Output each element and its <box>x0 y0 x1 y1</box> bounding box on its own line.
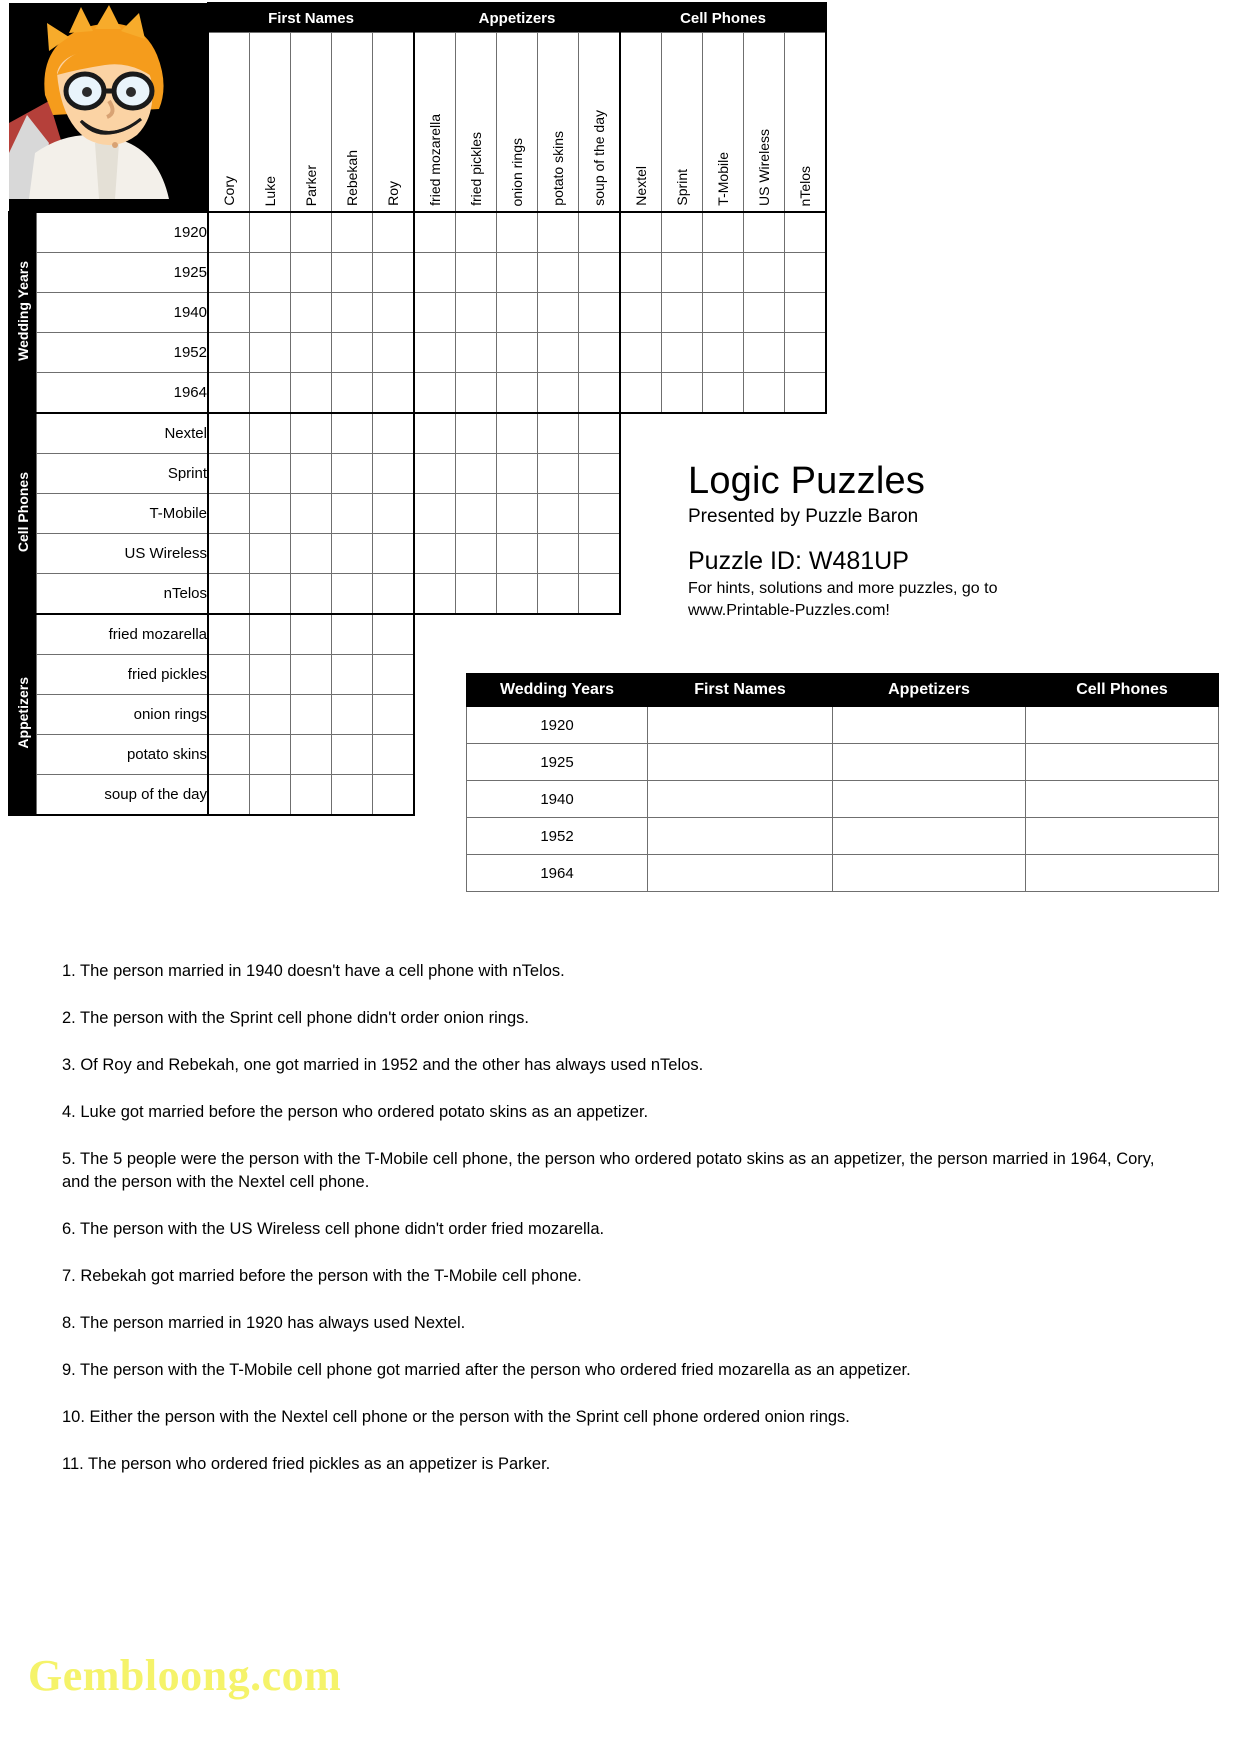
row-label-ntelos: nTelos <box>37 574 209 615</box>
grid-cell[interactable] <box>579 534 621 574</box>
grid-cell[interactable] <box>662 373 703 414</box>
clue-item: 8. The person married in 1920 has always used Nextel. <box>62 1314 466 1332</box>
grid-cell[interactable] <box>291 454 332 494</box>
col-label-text: Cory <box>221 176 237 206</box>
grid-cell[interactable] <box>208 212 250 253</box>
grid-cell[interactable] <box>456 413 497 454</box>
answer-name-input[interactable] <box>648 818 833 855</box>
row-category-label: Cell Phones <box>15 471 31 553</box>
grid-cell[interactable] <box>250 614 291 655</box>
grid-cell[interactable] <box>414 413 456 454</box>
grid-cell[interactable] <box>497 413 538 454</box>
table-row <box>467 744 1219 781</box>
mascot-svg <box>9 3 205 199</box>
answer-year: 1952 <box>467 818 648 855</box>
grid-cell[interactable] <box>620 212 662 253</box>
grid-cell[interactable] <box>250 454 291 494</box>
grid-cell[interactable] <box>456 574 497 615</box>
answer-appetizer-input[interactable] <box>833 855 1026 892</box>
answer-year: 1940 <box>467 781 648 818</box>
grid-cell[interactable] <box>579 333 621 373</box>
col-label-onion-rings <box>497 33 538 213</box>
answer-header-first-names: First Names <box>648 674 833 707</box>
grid-cell[interactable] <box>208 413 250 454</box>
answer-header-appetizers: Appetizers <box>833 674 1026 707</box>
row-label-1920: 1920 <box>37 212 209 253</box>
grid-category-header-row <box>9 3 826 33</box>
row-label-nextel: Nextel <box>37 413 209 454</box>
table-row <box>467 781 1219 818</box>
col-label-luke <box>250 33 291 213</box>
grid-cell[interactable] <box>497 494 538 534</box>
grid-row <box>9 212 826 253</box>
grid-row <box>9 373 826 414</box>
grid-cell[interactable] <box>538 253 579 293</box>
grid-cell[interactable] <box>456 253 497 293</box>
grid-cell[interactable] <box>332 454 373 494</box>
col-label-nextel <box>620 33 662 213</box>
row-label-1952: 1952 <box>37 333 209 373</box>
title-block <box>688 458 1208 622</box>
grid-cell[interactable] <box>497 574 538 615</box>
grid-cell[interactable] <box>785 253 827 293</box>
grid-cell[interactable] <box>332 373 373 414</box>
grid-cell[interactable] <box>332 534 373 574</box>
row-category-wedding-years <box>9 212 37 413</box>
grid-row <box>9 413 826 454</box>
table-row <box>467 855 1219 892</box>
col-label-text: Sprint <box>674 169 690 206</box>
grid-cell[interactable] <box>291 574 332 615</box>
answer-name-input[interactable] <box>648 781 833 818</box>
answer-phone-input[interactable] <box>1026 744 1219 781</box>
grid-cell[interactable] <box>579 212 621 253</box>
row-category-label: Appetizers <box>15 677 31 749</box>
clue-item: 5. The 5 people were the person with the T-Mobile cell phone, the person who ordered potato skins as an appetizer, the person married in 1964, Cory, and the person with the Nextel cell phone. <box>62 1150 1155 1191</box>
watermark: Gembloong.com <box>28 1651 342 1700</box>
grid-cell[interactable] <box>456 494 497 534</box>
grid-cell[interactable] <box>703 212 744 253</box>
grid-cell[interactable] <box>703 253 744 293</box>
grid-cell[interactable] <box>332 574 373 615</box>
grid-cell[interactable] <box>373 494 415 534</box>
grid-cell[interactable] <box>291 534 332 574</box>
grid-cell[interactable] <box>250 534 291 574</box>
answer-header-wedding-years: Wedding Years <box>467 674 648 707</box>
grid-cell[interactable] <box>744 293 785 333</box>
col-label-text: fried pickles <box>468 132 484 206</box>
answer-year: 1925 <box>467 744 648 781</box>
puzzle-baron-logo <box>9 3 208 212</box>
answer-appetizer-input[interactable] <box>833 744 1026 781</box>
grid-cell[interactable] <box>579 373 621 414</box>
col-label-text: nTelos <box>797 165 813 206</box>
grid-cell[interactable] <box>662 333 703 373</box>
grid-cell[interactable] <box>291 775 332 816</box>
clue-item: 10. Either the person with the Nextel cell phone or the person with the Sprint cell phone ordered onion rings. <box>62 1408 850 1426</box>
grid-cell[interactable] <box>620 333 662 373</box>
col-label-fried-pickles <box>456 33 497 213</box>
grid-cell[interactable] <box>373 413 415 454</box>
grid-cell[interactable] <box>250 253 291 293</box>
table-row <box>467 818 1219 855</box>
col-label-rebekah <box>332 33 373 213</box>
col-label-text: T-Mobile <box>715 152 731 206</box>
grid-cell[interactable] <box>332 775 373 816</box>
grid-cell[interactable] <box>456 212 497 253</box>
answer-table <box>466 673 1219 892</box>
grid-cell[interactable] <box>332 735 373 775</box>
grid-cell[interactable] <box>250 293 291 333</box>
grid-cell[interactable] <box>373 454 415 494</box>
grid-cell[interactable] <box>373 655 415 695</box>
grid-cell[interactable] <box>414 373 456 414</box>
row-label-soup-of-the-day: soup of the day <box>37 775 209 816</box>
grid-cell[interactable] <box>744 373 785 414</box>
grid-cell[interactable] <box>414 574 456 615</box>
col-label-text: potato skins <box>550 131 566 206</box>
grid-cell[interactable] <box>291 695 332 735</box>
grid-cell[interactable] <box>579 574 621 615</box>
answer-appetizer-input[interactable] <box>833 707 1026 744</box>
grid-cell[interactable] <box>785 212 827 253</box>
grid-cell[interactable] <box>208 655 250 695</box>
grid-cell[interactable] <box>373 534 415 574</box>
grid-cell[interactable] <box>414 494 456 534</box>
grid-cell[interactable] <box>250 333 291 373</box>
col-label-text: US Wireless <box>756 128 772 206</box>
grid-cell[interactable] <box>291 373 332 414</box>
presented-by: Presented by Puzzle Baron <box>688 506 919 527</box>
row-label-us-wireless: US Wireless <box>37 534 209 574</box>
grid-cell[interactable] <box>703 293 744 333</box>
answer-name-input[interactable] <box>648 707 833 744</box>
row-label-onion-rings: onion rings <box>37 695 209 735</box>
row-category-cell-phones <box>9 413 37 614</box>
grid-cell[interactable] <box>332 695 373 735</box>
answer-phone-input[interactable] <box>1026 781 1219 818</box>
grid-cell[interactable] <box>373 293 415 333</box>
grid-cell[interactable] <box>414 534 456 574</box>
grid-cell[interactable] <box>414 333 456 373</box>
grid-cell[interactable] <box>538 413 579 454</box>
grid-empty-region <box>620 413 826 454</box>
mascot-illustration <box>9 3 205 199</box>
grid-cell[interactable] <box>291 655 332 695</box>
grid-cell[interactable] <box>456 534 497 574</box>
grid-cell[interactable] <box>208 333 250 373</box>
col-label-text: onion rings <box>509 137 525 206</box>
grid-cell[interactable] <box>291 614 332 655</box>
grid-cell[interactable] <box>250 413 291 454</box>
grid-cell[interactable] <box>497 454 538 494</box>
hint-line-1: For hints, solutions and more puzzles, go to <box>688 580 998 597</box>
grid-cell[interactable] <box>373 775 415 816</box>
grid-cell[interactable] <box>414 253 456 293</box>
grid-cell[interactable] <box>456 454 497 494</box>
grid-cell[interactable] <box>497 293 538 333</box>
grid-row <box>9 333 826 373</box>
row-label-fried-pickles: fried pickles <box>37 655 209 695</box>
answer-phone-input[interactable] <box>1026 707 1219 744</box>
clue-item: 3. Of Roy and Rebekah, one got married in 1952 and the other has always used nTelos. <box>62 1056 704 1074</box>
row-label-fried-mozarella: fried mozarella <box>37 614 209 655</box>
answer-header-cell-phones: Cell Phones <box>1026 674 1219 707</box>
answer-appetizer-input[interactable] <box>833 818 1026 855</box>
answer-grid-table <box>466 673 1219 892</box>
grid-cell[interactable] <box>208 534 250 574</box>
grid-row <box>9 293 826 333</box>
grid-cell[interactable] <box>250 655 291 695</box>
clue-item: 6. The person with the US Wireless cell phone didn't order fried mozarella. <box>62 1220 605 1238</box>
grid-cell[interactable] <box>332 655 373 695</box>
grid-cell[interactable] <box>373 735 415 775</box>
grid-cell[interactable] <box>744 212 785 253</box>
col-label-text: soup of the day <box>591 110 607 206</box>
grid-cell[interactable] <box>291 253 332 293</box>
grid-cell[interactable] <box>538 494 579 534</box>
puzzle-id: Puzzle ID: W481UP <box>688 547 909 575</box>
row-label-1964: 1964 <box>37 373 209 414</box>
row-label-t-mobile: T-Mobile <box>37 494 209 534</box>
grid-cell[interactable] <box>332 293 373 333</box>
col-label-fried-mozarella <box>414 33 456 213</box>
row-category-appetizers <box>9 614 37 815</box>
grid-cell[interactable] <box>250 695 291 735</box>
grid-cell[interactable] <box>332 494 373 534</box>
grid-cell[interactable] <box>208 695 250 735</box>
grid-cell[interactable] <box>620 373 662 414</box>
col-label-sprint <box>662 33 703 213</box>
grid-cell[interactable] <box>538 293 579 333</box>
grid-cell[interactable] <box>662 293 703 333</box>
answer-name-input[interactable] <box>648 744 833 781</box>
grid-cell[interactable] <box>208 614 250 655</box>
grid-cell[interactable] <box>208 253 250 293</box>
grid-cell[interactable] <box>208 494 250 534</box>
grid-cell[interactable] <box>785 373 827 414</box>
grid-cell[interactable] <box>332 212 373 253</box>
col-label-soup-of-the-day <box>579 33 621 213</box>
grid-cell[interactable] <box>538 212 579 253</box>
answer-phone-input[interactable] <box>1026 855 1219 892</box>
grid-cell[interactable] <box>538 454 579 494</box>
grid-cell[interactable] <box>373 574 415 615</box>
grid-cell[interactable] <box>291 494 332 534</box>
grid-cell[interactable] <box>250 775 291 816</box>
grid-cell[interactable] <box>373 373 415 414</box>
col-label-parker <box>291 33 332 213</box>
clue-item: 1. The person married in 1940 doesn't have a cell phone with nTelos. <box>62 962 565 980</box>
grid-cell[interactable] <box>662 212 703 253</box>
grid-cell[interactable] <box>538 333 579 373</box>
grid-cell[interactable] <box>456 373 497 414</box>
grid-cell[interactable] <box>208 735 250 775</box>
grid-cell[interactable] <box>456 293 497 333</box>
grid-cell[interactable] <box>208 454 250 494</box>
grid-cell[interactable] <box>332 614 373 655</box>
grid-cell[interactable] <box>497 534 538 574</box>
table-row <box>467 707 1219 744</box>
grid-cell[interactable] <box>414 293 456 333</box>
grid-cell[interactable] <box>291 735 332 775</box>
grid-cell[interactable] <box>579 494 621 534</box>
grid-cell[interactable] <box>373 614 415 655</box>
grid-cell[interactable] <box>538 574 579 615</box>
clue-item: 9. The person with the T-Mobile cell phone got married after the person who ordered fried mozarella as an appetizer. <box>62 1361 911 1379</box>
grid-cell[interactable] <box>744 333 785 373</box>
grid-cell[interactable] <box>250 574 291 615</box>
grid-cell[interactable] <box>291 293 332 333</box>
grid-cell[interactable] <box>373 253 415 293</box>
col-label-roy <box>373 33 415 213</box>
page-title: Logic Puzzles <box>688 460 926 502</box>
grid-cell[interactable] <box>291 212 332 253</box>
grid-cell[interactable] <box>208 293 250 333</box>
grid-cell[interactable] <box>579 293 621 333</box>
row-label-1925: 1925 <box>37 253 209 293</box>
grid-cell[interactable] <box>250 212 291 253</box>
grid-cell[interactable] <box>250 494 291 534</box>
col-label-text: fried mozarella <box>427 114 443 206</box>
grid-cell[interactable] <box>373 212 415 253</box>
row-label-sprint: Sprint <box>37 454 209 494</box>
grid-cell[interactable] <box>538 373 579 414</box>
col-label-text: Parker <box>303 164 319 206</box>
grid-cell[interactable] <box>291 333 332 373</box>
answer-year: 1920 <box>467 707 648 744</box>
answer-name-input[interactable] <box>648 855 833 892</box>
grid-cell[interactable] <box>414 212 456 253</box>
col-label-us-wireless <box>744 33 785 213</box>
grid-cell[interactable] <box>703 373 744 414</box>
col-label-cory <box>208 33 250 213</box>
grid-cell[interactable] <box>497 253 538 293</box>
grid-cell[interactable] <box>332 253 373 293</box>
col-label-t-mobile <box>703 33 744 213</box>
grid-cell[interactable] <box>538 534 579 574</box>
clue-item: 11. The person who ordered fried pickles as an appetizer is Parker. <box>62 1455 551 1473</box>
grid-cell[interactable] <box>579 413 621 454</box>
grid-cell[interactable] <box>662 253 703 293</box>
grid-cell[interactable] <box>497 212 538 253</box>
grid-row <box>9 253 826 293</box>
grid-cell[interactable] <box>373 695 415 735</box>
col-label-potato-skins <box>538 33 579 213</box>
grid-cell[interactable] <box>620 253 662 293</box>
grid-cell[interactable] <box>785 333 827 373</box>
col-label-ntelos <box>785 33 827 213</box>
clue-item: 2. The person with the Sprint cell phone didn't order onion rings. <box>62 1009 529 1027</box>
grid-cell[interactable] <box>208 574 250 615</box>
grid-cell[interactable] <box>497 373 538 414</box>
grid-cell[interactable] <box>456 333 497 373</box>
grid-cell[interactable] <box>250 735 291 775</box>
col-label-text: Roy <box>385 181 401 206</box>
row-label-1940: 1940 <box>37 293 209 333</box>
hint-line-2: www.Printable-Puzzles.com! <box>688 602 890 619</box>
clue-item: 4. Luke got married before the person who ordered potato skins as an appetizer. <box>62 1103 649 1121</box>
grid-cell[interactable] <box>208 775 250 816</box>
col-label-text: Rebekah <box>344 149 360 206</box>
grid-cell[interactable] <box>250 373 291 414</box>
grid-cell[interactable] <box>414 454 456 494</box>
grid-cell[interactable] <box>291 413 332 454</box>
grid-cell[interactable] <box>332 333 373 373</box>
row-label-potato-skins: potato skins <box>37 735 209 775</box>
grid-cell[interactable] <box>703 333 744 373</box>
answer-year: 1964 <box>467 855 648 892</box>
clue-item: 7. Rebekah got married before the person with the T-Mobile cell phone. <box>62 1267 582 1285</box>
clue-list <box>62 960 1172 1500</box>
category-header-appetizers: Appetizers <box>414 3 620 33</box>
answer-appetizer-input[interactable] <box>833 781 1026 818</box>
answer-phone-input[interactable] <box>1026 818 1219 855</box>
grid-cell[interactable] <box>620 293 662 333</box>
grid-cell[interactable] <box>208 373 250 414</box>
grid-cell[interactable] <box>579 454 621 494</box>
grid-cell[interactable] <box>497 333 538 373</box>
grid-cell[interactable] <box>373 333 415 373</box>
grid-cell[interactable] <box>785 293 827 333</box>
row-category-label: Wedding Years <box>15 261 31 361</box>
answer-header-row <box>467 674 1219 707</box>
grid-cell[interactable] <box>744 253 785 293</box>
category-header-cell-phones: Cell Phones <box>620 3 826 33</box>
col-label-text: Luke <box>262 175 278 206</box>
grid-cell[interactable] <box>332 413 373 454</box>
col-label-text: Nextel <box>633 166 649 206</box>
category-header-first-names: First Names <box>208 3 414 33</box>
grid-cell[interactable] <box>579 253 621 293</box>
